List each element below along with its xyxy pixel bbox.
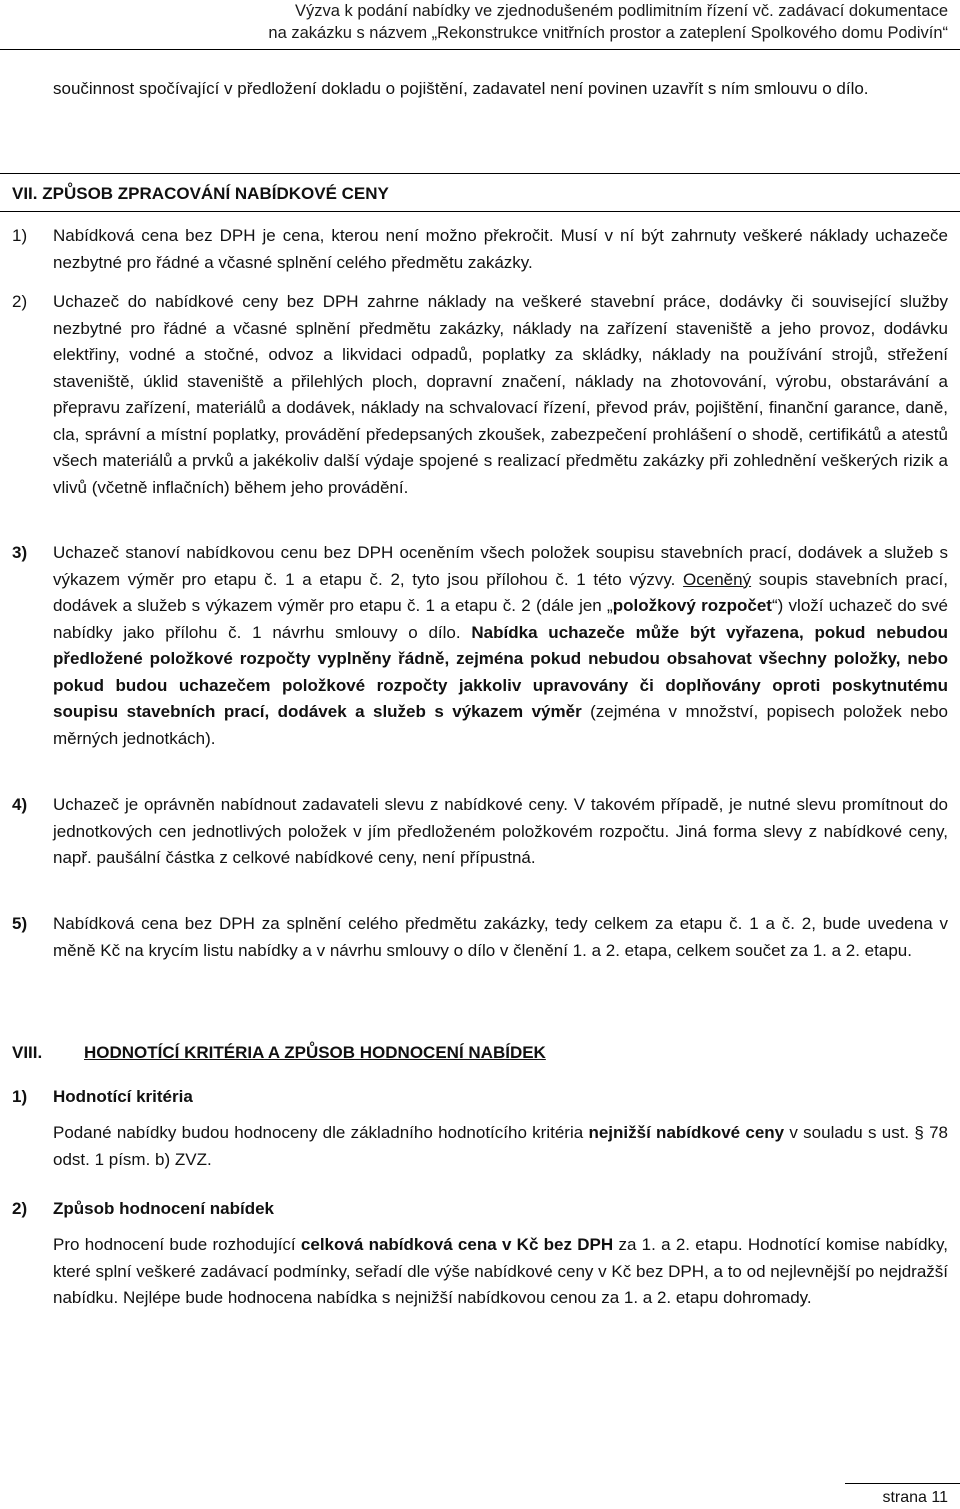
item-3-underlined-word: Oceněný	[683, 569, 752, 589]
header-divider	[0, 49, 960, 50]
section-7-item-2	[12, 289, 948, 501]
subsection-2-heading	[12, 1199, 274, 1219]
section-7-bottom-rule	[0, 211, 960, 212]
section-8-number: VIII.	[12, 1043, 43, 1062]
header-line-1: Výzva k podání nabídky ve zjednodušeném podlimitním řízení vč. zadávací dokumentace	[294, 2, 948, 20]
item-text: Nabídková cena bez DPH je cena, kterou není možno překročit. Musí v ní být zahrnuty veškeré náklady uchazeče nezbytné pro řádné a včasné splnění celého předmětu zakázky.	[53, 226, 948, 272]
item-3-bold-term: položkový rozpočet	[612, 596, 772, 615]
item-text: Uchazeč do nabídkové ceny bez DPH zahrne náklady na veškeré stavební práce, dodávky či související služby nezbytné pro řádné a včasné splnění předmětu zakázky, náklady na zařízení staveniště a jeho provoz, dodávku elektřiny, vodné a stočné, odvoz a likvidaci odpadů, poplatky za skládky, náklady na používání strojů, střežení staveniště, úklid staveniště a přilehlých ploch, dopravní značení, náklady na zhotovování, výrobu, obstarávání a přepravu zařízení, materiálů a dodávek, náklady na schvalovací řízení, převod práv, pojištění, finanční garance, daně, cla, správní a místní poplatky, provádění předepsaných zkoušek, zabezpečení prohlášení o shodě, certifikátů a atestů všech materiálů a prvků a jakékoliv další výdaje spojené s realizací předmětu zakázky při zohlednění veškerých rizik a vlivů (včetně inflačních) během jeho provádění.	[53, 292, 948, 497]
subsection-title: Způsob hodnocení nabídek	[53, 1199, 274, 1218]
item-number: 5)	[12, 914, 28, 933]
item-number: 2)	[12, 292, 28, 311]
section-7-item-5	[12, 911, 948, 964]
page-header	[268, 0, 948, 44]
item-text: Nabídková cena bez DPH za splnění celého předmětu zakázky, tedy celkem za etapu č. 1 a č. 2, bude uvedena v měně Kč na krycím listu nabídky a v návrhu smlouvy o dílo v členění 1. a 2. etapa, celkem součet za 1. a 2. etapu.	[53, 914, 948, 960]
header-line-2: na zakázku s názvem „Rekonstrukce vnitřních prostor a zateplení Spolkového domu Podivín“	[268, 24, 948, 42]
item-3-text-part: “) vloží uchazeč do své nabídky jako přílohu č. 1 návrhu smlouvy o dílo.	[53, 596, 949, 642]
bold-criterion: nejnižší nabídkové ceny	[588, 1123, 785, 1142]
item-3-bold-warning: Nabídka uchazeče může být vyřazena, pokud nebudou předložené položkové rozpočty vyplněny řádně, zejména pokud nebudou obsahovat všechny položky, nebo pokud budou uchazečem položkové rozpočty jakkoliv upravovány či doplňovány oproti poskytnutému soupisu stavebních prací, dodávek a služeb s výkazem výměr	[53, 622, 948, 721]
item-number: 1)	[12, 226, 28, 245]
intro-paragraph: součinnost spočívající v předložení dokladu o pojištění, zadavatel není povinen uzavřít s ním smlouvu o dílo.	[53, 79, 869, 98]
section-7-item-1	[12, 223, 948, 276]
section-8-heading	[12, 1043, 546, 1063]
subsection-1-body	[53, 1120, 948, 1173]
bold-criterion: celková nabídková cena v Kč bez DPH	[300, 1235, 614, 1254]
item-number: 4)	[12, 795, 28, 814]
body-text-part: za 1. a 2. etapu. Hodnotící komise nabídky, které splní veškeré zadávací podmínky, seřadí dle výše nabídkové ceny v Kč bez DPH, a to od nejlevnější po nejdražší nabídku. Nejlépe bude hodnocena nabídka s nejnižší nabídkovou cenou za 1. a 2. etapu dohromady.	[53, 1235, 948, 1307]
section-7-heading: VII. ZPŮSOB ZPRACOVÁNÍ NABÍDKOVÉ CENY	[12, 184, 389, 203]
page-number: strana 11	[882, 1489, 948, 1506]
item-3-text-part: (zejména v množství, popisech položek nebo měrných jednotkách).	[53, 702, 948, 748]
subsection-number: 1)	[12, 1087, 28, 1106]
subsection-title: Hodnotící kritéria	[53, 1087, 193, 1106]
subsection-number: 2)	[12, 1199, 28, 1218]
section-8-title: HODNOTÍCÍ KRITÉRIA A ZPŮSOB HODNOCENÍ NABÍDEK	[84, 1043, 546, 1062]
subsection-2-body	[53, 1232, 948, 1312]
section-7-top-rule	[0, 173, 960, 174]
body-text-part: Podané nabídky budou hodnoceny dle základního hodnotícího kritéria	[53, 1123, 589, 1142]
subsection-1-heading	[12, 1087, 193, 1107]
item-text	[53, 540, 948, 752]
item-text: Uchazeč je oprávněn nabídnout zadavateli slevu z nabídkové ceny. V takovém případě, je nutné slevu promítnout do jednotkových cen jednotlivých položek v jím předloženém položkovém rozpočtu. Jiná forma slevy z nabídkové ceny, např. paušální částka z celkové nabídkové ceny, není přípustná.	[53, 795, 948, 867]
item-3-text-part: Uchazeč stanoví nabídkovou cenu bez DPH oceněním všech položek soupisu stavebních prací, dodávek a služeb s výkazem výměr pro etapu č. 1 a etapu č. 2, tyto jsou přílohou č. 1 této výzvy.	[53, 543, 948, 589]
body-text-part: v souladu s ust. § 78 odst. 1 písm. b) ZVZ.	[53, 1123, 949, 1169]
item-3-text-part: soupis stavebních prací, dodávek a služeb s výkazem výměr pro etapu č. 1 a etapu č. 2 (dále jen „	[53, 569, 948, 615]
section-7-item-4	[12, 792, 948, 872]
section-7-item-3	[12, 540, 948, 752]
body-text-part: Pro hodnocení bude rozhodující	[53, 1235, 301, 1254]
footer-divider	[845, 1483, 960, 1484]
item-number: 3)	[12, 543, 28, 562]
